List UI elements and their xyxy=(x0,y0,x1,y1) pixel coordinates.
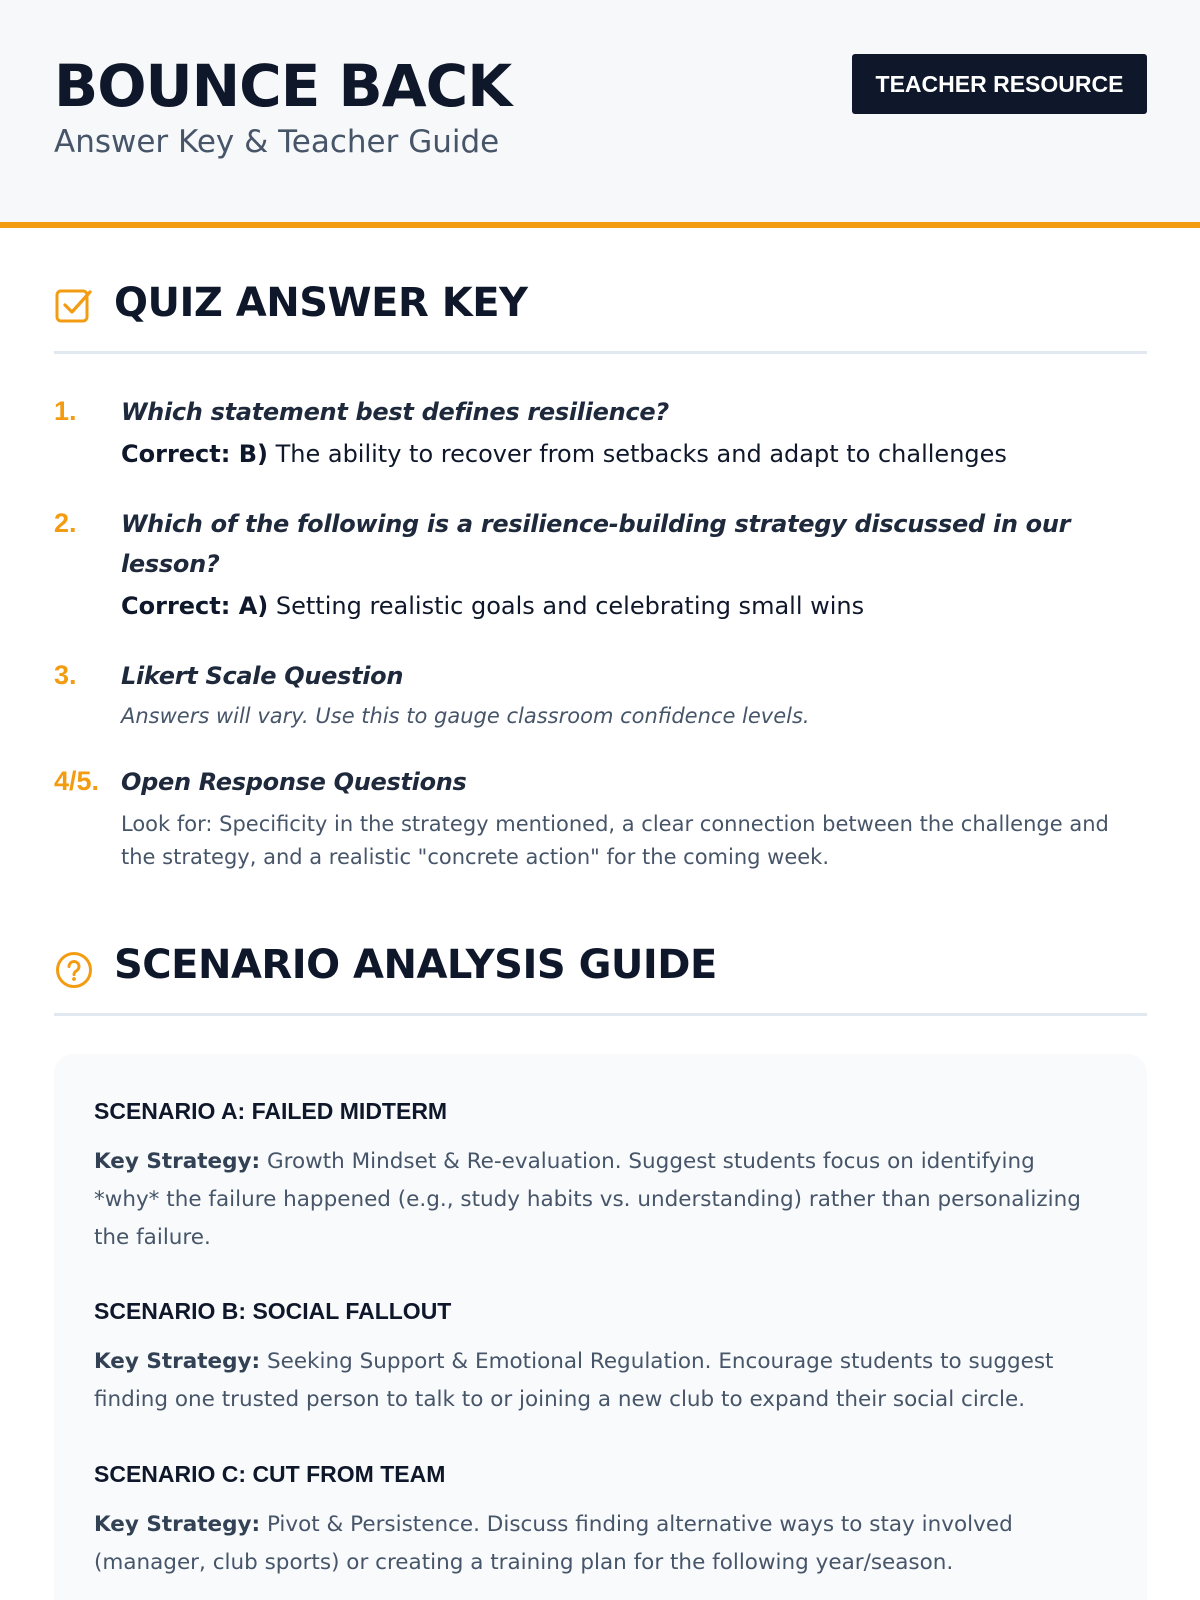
key-strategy-label: Key Strategy: xyxy=(94,1149,261,1174)
scenario-text xyxy=(94,1506,1104,1582)
scenario-item-b xyxy=(94,1298,1104,1419)
scenario-title: SCENARIO C: CUT FROM TEAM xyxy=(94,1461,446,1487)
key-strategy-text: Growth Mindset & Re-evaluation. Suggest students focus on identifying *why* the failure happened (e.g., study habits vs. understanding) rather than personalizing the failure. xyxy=(94,1149,1081,1250)
scenario-title: SCENARIO B: SOCIAL FALLOUT xyxy=(94,1298,452,1324)
correct-answer-label: Correct: A) xyxy=(121,592,269,620)
key-strategy-text: Seeking Support & Emotional Regulation. Encourage students to suggest finding one trusted person to talk to or joining a new club to expand their social circle. xyxy=(94,1349,1054,1412)
question-number: 2. xyxy=(54,508,77,538)
scenario-section-header xyxy=(54,942,1147,1016)
question-text: Open Response Questions xyxy=(121,768,467,796)
scenario-text xyxy=(94,1343,1104,1419)
page-title: BOUNCE BACK xyxy=(54,52,512,120)
scenario-item-a xyxy=(94,1098,1104,1257)
correct-answer-text: Setting realistic goals and celebrating small wins xyxy=(268,592,865,620)
question-number: 1. xyxy=(54,396,77,426)
key-strategy-label: Key Strategy: xyxy=(94,1349,261,1374)
checkbox-icon xyxy=(54,286,94,326)
grading-guidance: Look for: Specificity in the strategy mentioned, a clear connection between the challenge and the strategy, and a realistic "concrete action" for the coming week. xyxy=(121,812,1109,869)
correct-answer-text: The ability to recover from setbacks and adapt to challenges xyxy=(267,440,1007,468)
correct-answer xyxy=(121,588,1121,624)
page-header xyxy=(0,0,1200,228)
teacher-resource-badge: TEACHER RESOURCE xyxy=(852,54,1147,114)
scenario-text xyxy=(94,1143,1104,1257)
question-circle-icon xyxy=(54,948,94,988)
scenario-card xyxy=(54,1054,1147,1600)
key-strategy-text: Pivot & Persistence. Discuss finding alternative ways to stay involved (manager, club sports) or creating a training plan for the following year/season. xyxy=(94,1512,1013,1575)
quiz-section-title: QUIZ ANSWER KEY xyxy=(114,280,528,326)
scenario-section-title: SCENARIO ANALYSIS GUIDE xyxy=(114,942,717,988)
question-text: Likert Scale Question xyxy=(121,662,404,690)
question-note: Answers will vary. Use this to gauge classroom confidence levels. xyxy=(121,704,810,728)
key-strategy-label: Key Strategy: xyxy=(94,1512,261,1537)
quiz-section-header xyxy=(54,280,1147,354)
question-text: Which of the following is a resilience-building strategy discussed in our lesson? xyxy=(121,510,1071,578)
question-text: Which statement best defines resilience? xyxy=(121,398,669,426)
page-subtitle: Answer Key & Teacher Guide xyxy=(54,124,500,160)
scenario-item-c xyxy=(94,1461,1104,1582)
question-number: 4/5. xyxy=(54,766,100,796)
correct-answer-label: Correct: B) xyxy=(121,440,268,468)
scenario-title: SCENARIO A: FAILED MIDTERM xyxy=(94,1098,448,1124)
correct-answer xyxy=(121,436,1121,472)
question-number: 3. xyxy=(54,660,77,690)
